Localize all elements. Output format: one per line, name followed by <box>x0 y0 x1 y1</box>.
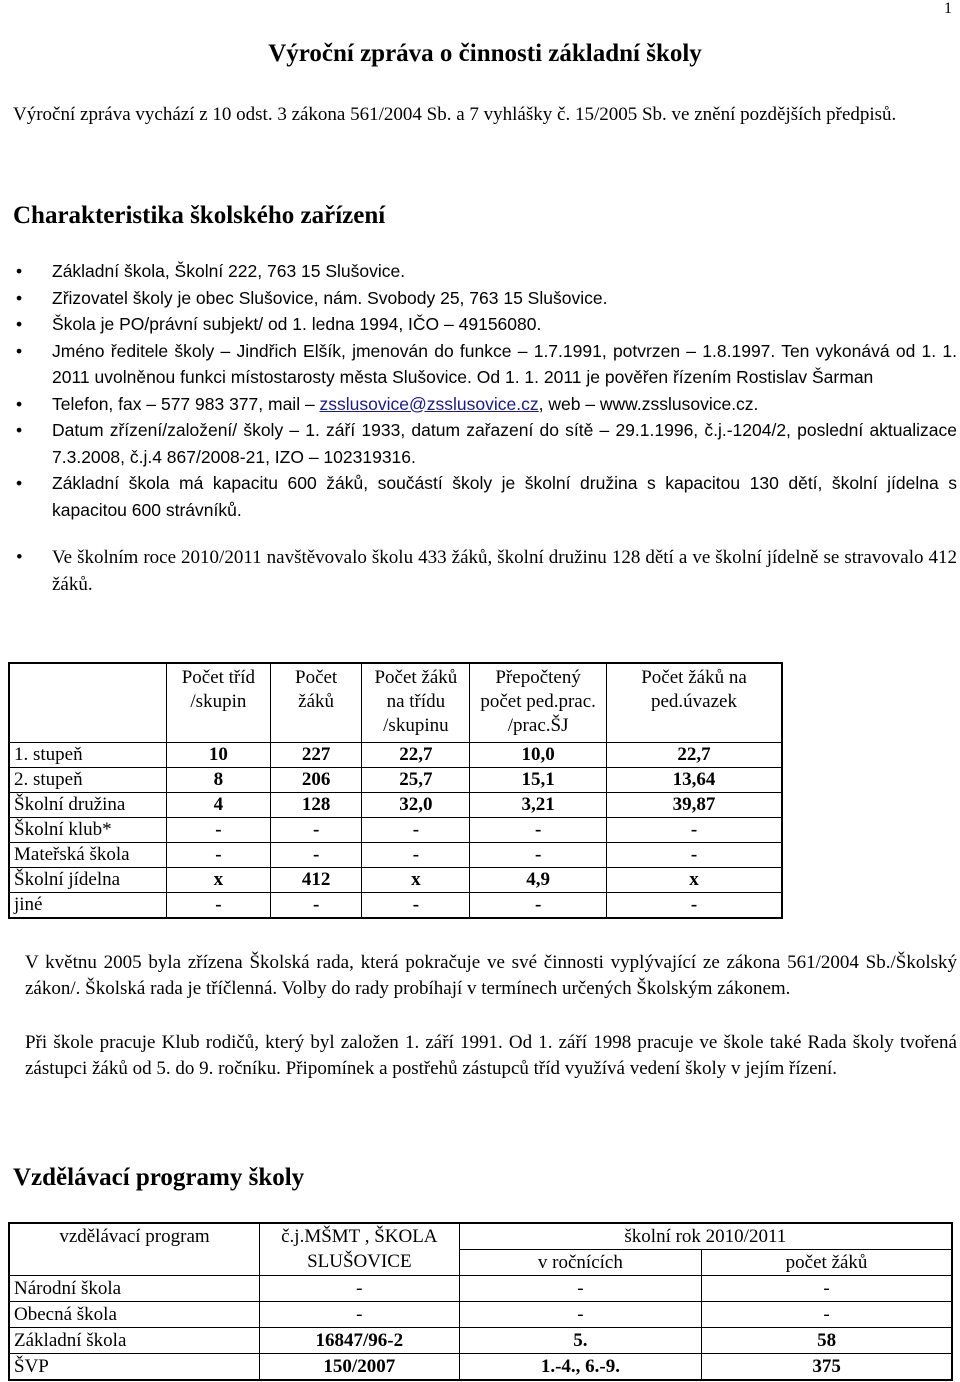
school-council-paragraph: V květnu 2005 byla zřízena Školská rada, která pokračuje ve své činnosti vyplývající ze zákona 561/2004 Sb./Školský zákon/. Školská rada je tříčlenná. Volby do rady probíhají v termínech určených Školským zákonem. <box>25 952 957 999</box>
table-cell: - <box>259 1302 459 1328</box>
email-link[interactable]: zsslusovice@zsslusovice.cz <box>319 393 539 414</box>
table-cell: - <box>270 818 362 843</box>
row-label: Obecná škola <box>9 1302 259 1328</box>
list-item: • Jméno ředitele školy – Jindřich Elšík, jmenován do funkce – 1.7.1991, potvrzen – 1.8.1997. Ten vykonává od 1. 1. 2011 uvolněnou funkci místostarosty města Slušovice. Od 1. 1. 2011 je pověřen řízením Rostislav Šarman <box>13 338 957 391</box>
table-cell: 8 <box>167 768 271 793</box>
table-row <box>9 868 782 893</box>
table-header-row <box>9 663 782 743</box>
table-cell: x <box>606 868 782 893</box>
list-item: • Základní škola má kapacitu 600 žáků, součástí školy je školní družina s kapacitou 130 dětí, školní jídelna s kapacitou 600 strávníků. <box>13 470 957 523</box>
table-cell: 10,0 <box>470 743 607 768</box>
table-cell: - <box>270 893 362 919</box>
table-cell: 15,1 <box>470 768 607 793</box>
section-heading-programs: Vzdělávací programy školy <box>13 1164 305 1191</box>
table-header-cell: Počet žáků <box>270 663 362 743</box>
table-header-cell: vzdělávací program <box>9 1223 259 1276</box>
section-heading-characteristics: Charakteristika školského zařízení <box>13 202 386 229</box>
row-label: Národní škola <box>9 1276 259 1302</box>
row-label: jiné <box>9 893 167 919</box>
table-header-cell <box>9 663 167 743</box>
row-label: 1. stupeň <box>9 743 167 768</box>
table-cell: 227 <box>270 743 362 768</box>
table-cell: - <box>362 893 470 919</box>
page-number: 1 <box>944 0 952 17</box>
table-header-cell: č.j.MŠMT , ŠKOLA SLUŠOVICE <box>259 1223 459 1276</box>
table-row <box>9 1302 952 1328</box>
table-cell: - <box>362 818 470 843</box>
characteristics-list <box>13 258 957 598</box>
list-item: • Ve školním roce 2010/2011 navštěvovalo školu 433 žáků, školní družinu 128 dětí a ve školní jídelně se stravovalo 412 žáků. <box>13 545 957 598</box>
table-cell: - <box>606 843 782 868</box>
table-row <box>9 818 782 843</box>
school-stats-table <box>8 662 783 919</box>
list-item: • Datum zřízení/založení/ školy – 1. září 1933, datum zařazení do sítě – 29.1.1996, č.j.-1204/2, poslední aktualizace 7.3.2008, č.j.4 867/2008-21, IZO – 102319316. <box>13 417 957 470</box>
table-row <box>9 768 782 793</box>
table-cell: - <box>459 1302 701 1328</box>
table-header-cell: školní rok 2010/2011 <box>459 1223 952 1250</box>
table-cell: - <box>167 893 271 919</box>
table-cell: 4,9 <box>470 868 607 893</box>
list-item: • Škola je PO/právní subjekt/ od 1. ledna 1994, IČO – 49156080. <box>13 311 957 338</box>
table-row <box>9 843 782 868</box>
list-item: • Zřizovatel školy je obec Slušovice, nám. Svobody 25, 763 15 Slušovice. <box>13 285 957 312</box>
table-cell: - <box>259 1276 459 1302</box>
row-label: 2. stupeň <box>9 768 167 793</box>
document-title: Výroční zpráva o činnosti základní školy <box>268 40 702 67</box>
table-cell: 32,0 <box>362 793 470 818</box>
contact-text: Telefon, fax – 577 983 377, mail – <box>52 393 320 414</box>
list-item: • Základní škola, Školní 222, 763 15 Slušovice. <box>13 258 957 285</box>
row-label: ŠVP <box>9 1354 259 1381</box>
table-cell: 22,7 <box>362 743 470 768</box>
table-cell: 39,87 <box>606 793 782 818</box>
table-row <box>9 1328 952 1354</box>
table-cell: 58 <box>702 1328 952 1354</box>
table-cell: 128 <box>270 793 362 818</box>
table-header-cell: Přepočtený počet ped.prac. /prac.ŠJ <box>470 663 607 743</box>
table-cell: x <box>167 868 271 893</box>
table-cell: 16847/96-2 <box>259 1328 459 1354</box>
education-programs-table <box>8 1222 953 1381</box>
table-cell: 10 <box>167 743 271 768</box>
table-row <box>9 893 782 919</box>
row-label: Školní jídelna <box>9 868 167 893</box>
table-cell: 3,21 <box>470 793 607 818</box>
table-cell: - <box>470 818 607 843</box>
table-cell: - <box>270 843 362 868</box>
table-header-cell: v ročnících <box>459 1250 701 1276</box>
row-label: Základní škola <box>9 1328 259 1354</box>
row-label: Mateřská škola <box>9 843 167 868</box>
row-label: Školní klub* <box>9 818 167 843</box>
table-cell: - <box>702 1302 952 1328</box>
parents-club-paragraph: Při škole pracuje Klub rodičů, který byl založen 1. září 1991. Od 1. září 1998 pracuje ve škole také Rada školy tvořená zástupci žáků od 5. do 9. ročníku. Připomínek a postřehů zástupců tříd využívá vedení školy v jejím řízení. <box>25 1032 957 1079</box>
table-cell: - <box>470 843 607 868</box>
table-header-cell: počet žáků <box>702 1250 952 1276</box>
table-cell: - <box>362 843 470 868</box>
contact-web: , web – www.zsslusovice.cz. <box>538 393 759 414</box>
table-cell: - <box>459 1276 701 1302</box>
table-cell: 206 <box>270 768 362 793</box>
table-header-cell: Počet tříd /skupin <box>167 663 271 743</box>
table-cell: - <box>606 893 782 919</box>
table-cell: - <box>167 818 271 843</box>
table-cell: 13,64 <box>606 768 782 793</box>
table-row <box>9 1354 952 1381</box>
table-cell: - <box>606 818 782 843</box>
table-cell: x <box>362 868 470 893</box>
table-row <box>9 743 782 768</box>
list-item-contact <box>13 391 957 418</box>
table-cell: 25,7 <box>362 768 470 793</box>
table-cell: 375 <box>702 1354 952 1381</box>
table-cell: - <box>167 843 271 868</box>
table-row <box>9 1276 952 1302</box>
table-header-cell: Počet žáků na třídu /skupinu <box>362 663 470 743</box>
row-label: Školní družina <box>9 793 167 818</box>
table-cell: 4 <box>167 793 271 818</box>
table-cell: 1.-4., 6.-9. <box>459 1354 701 1381</box>
intro-paragraph: Výroční zpráva vychází z 10 odst. 3 zákona 561/2004 Sb. a 7 vyhlášky č. 15/2005 Sb. ve znění pozdějších předpisů. <box>13 104 897 125</box>
table-header-row <box>9 1223 952 1250</box>
table-cell: 22,7 <box>606 743 782 768</box>
table-cell: - <box>470 893 607 919</box>
table-cell: - <box>702 1276 952 1302</box>
table-cell: 5. <box>459 1328 701 1354</box>
table-row <box>9 793 782 818</box>
table-header-cell: Počet žáků na ped.úvazek <box>606 663 782 743</box>
table-cell: 412 <box>270 868 362 893</box>
table-cell: 150/2007 <box>259 1354 459 1381</box>
